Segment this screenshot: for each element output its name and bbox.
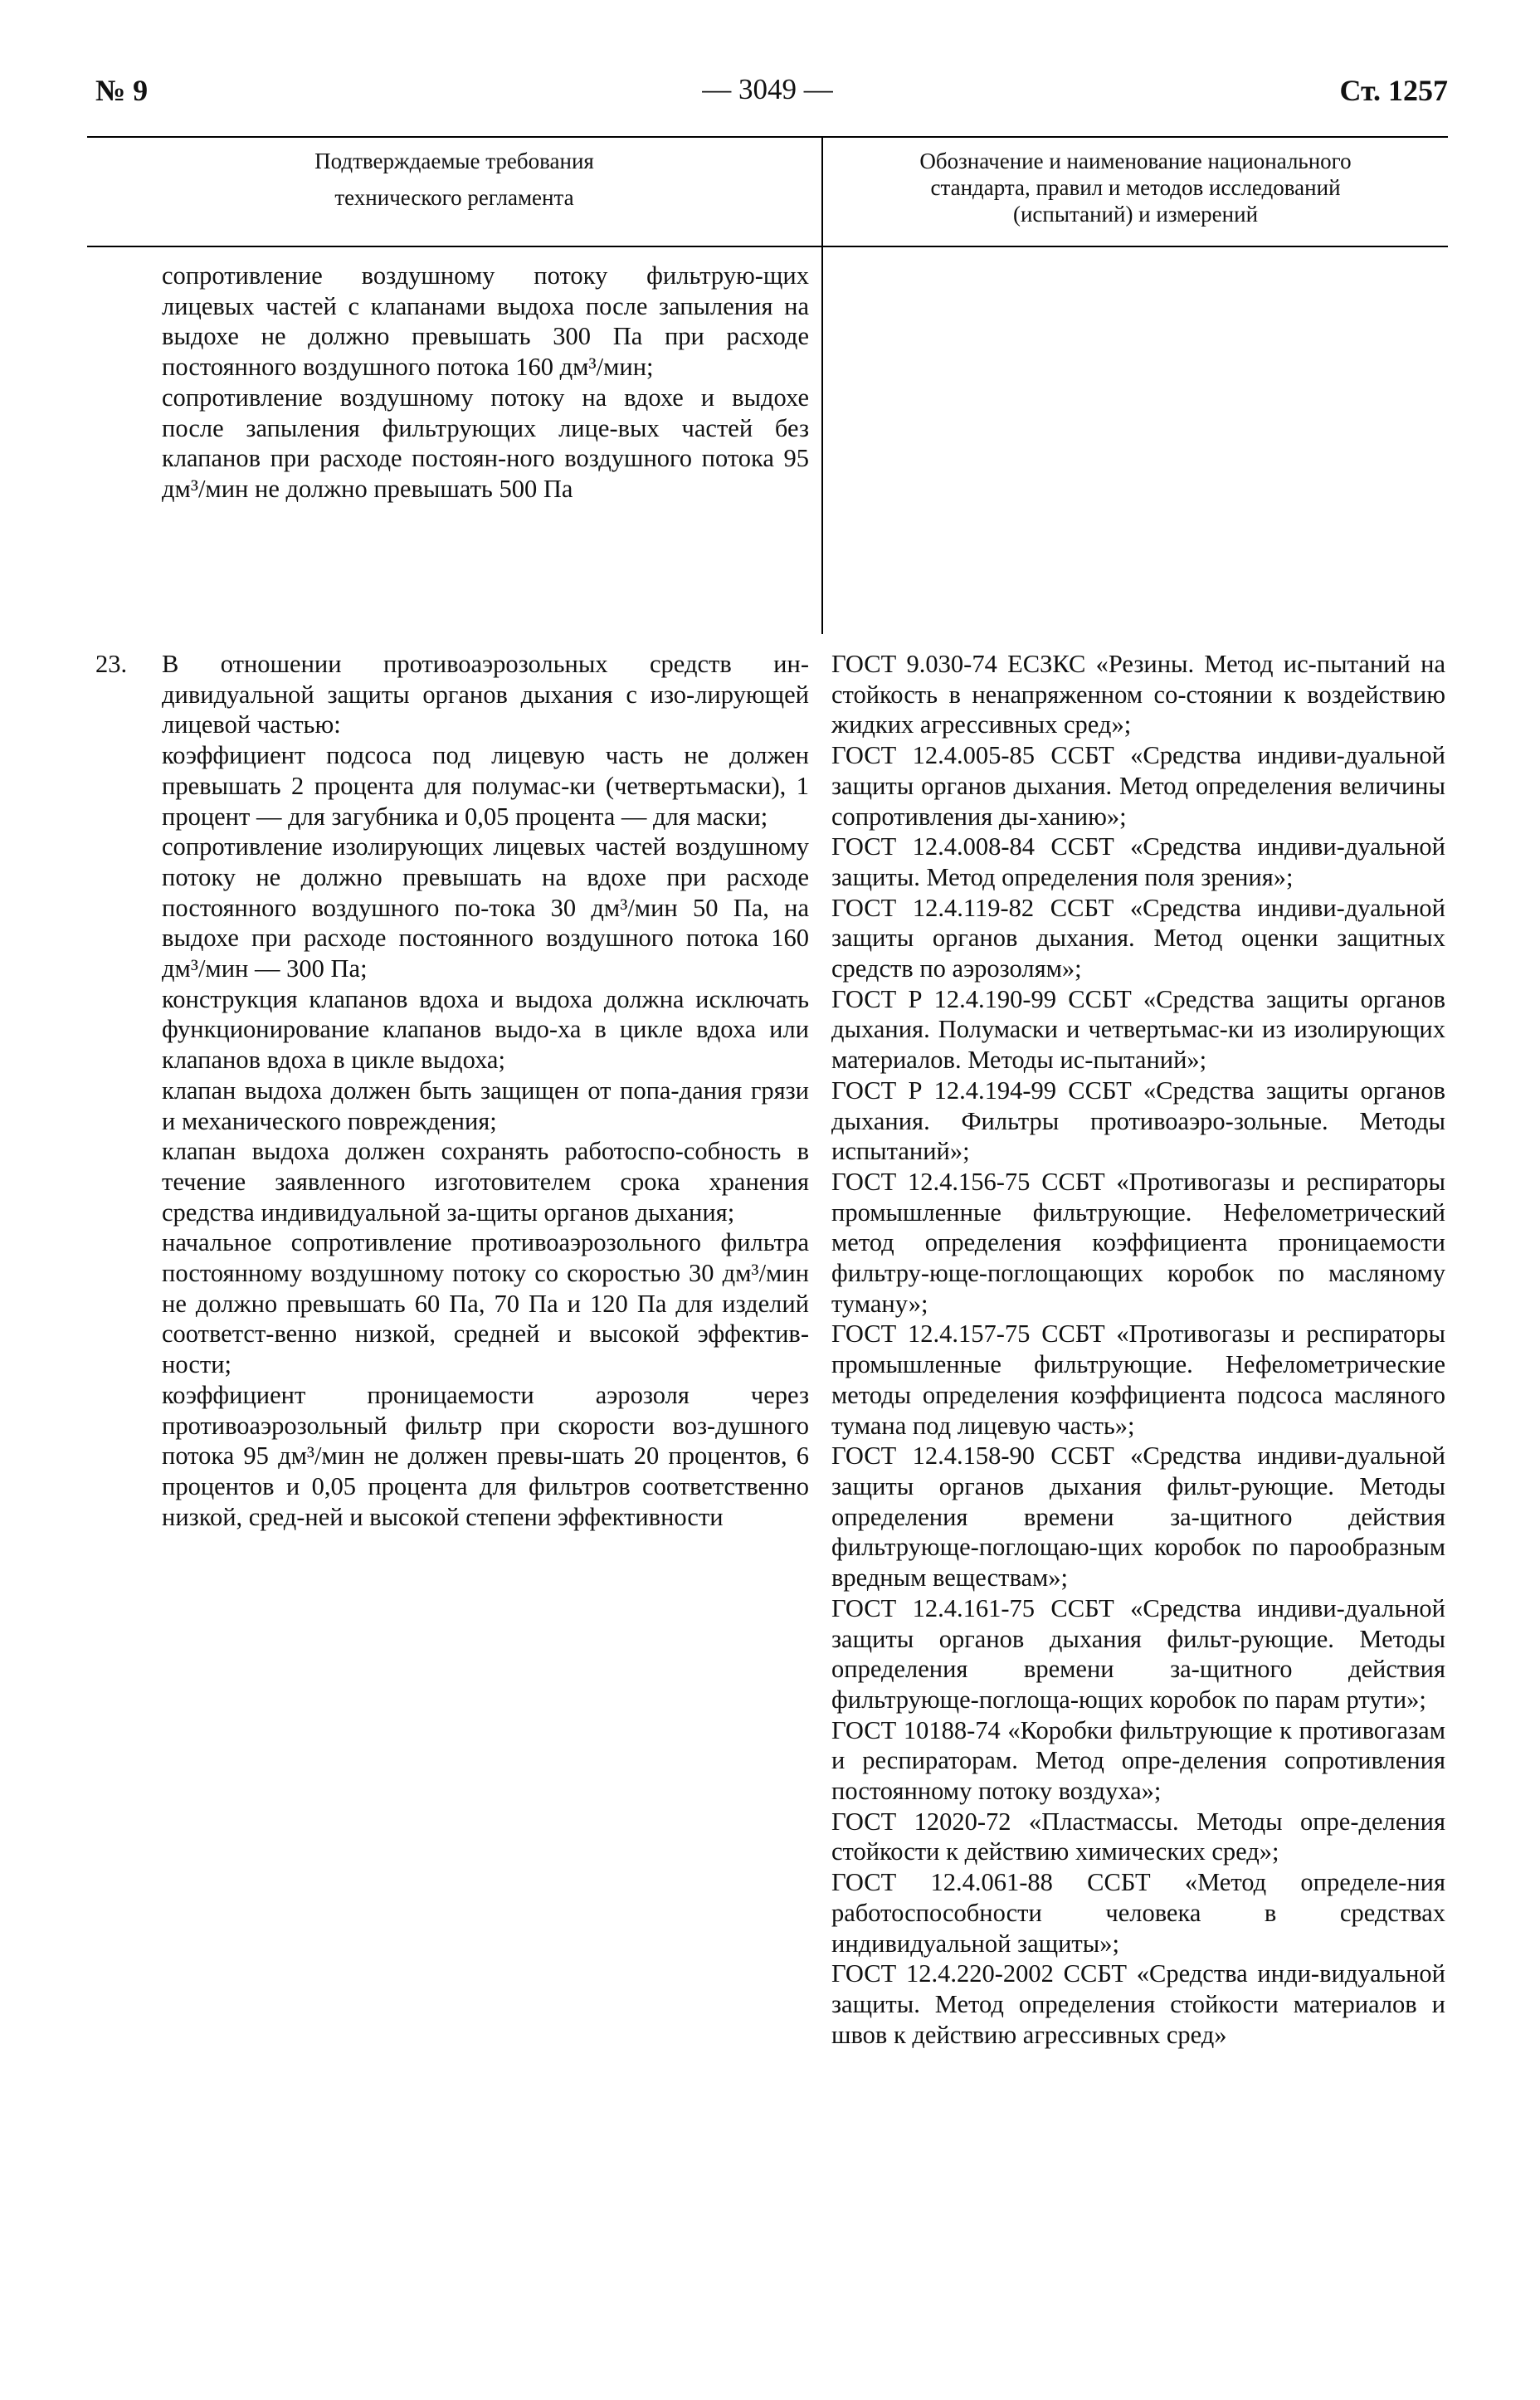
requirement-paragraph: сопротивление воздушному потоку фильтрую-щих лицевых частей с клапанами выдоха после запыления на выдохе не должно превышать 300 Па при расходе постоянного воздушного потока 160 дм³/мин; — [162, 261, 809, 382]
standard-entry: ГОСТ 10188-74 «Коробки фильтрующие к противогазам и респираторам. Метод опре-деления сопротивления постоянному потоку воздуха»; — [831, 1715, 1445, 1806]
header-line: Обозначение и наименование национального — [919, 149, 1352, 173]
header-standards — [823, 138, 1448, 246]
header-requirements — [87, 138, 823, 246]
page-number: — 3049 — — [702, 73, 833, 105]
header-line: (испытаний) и измерений — [1012, 202, 1259, 227]
standard-entry: ГОСТ Р 12.4.190-99 ССБТ «Средства защиты органов дыхания. Полумаски и четвертьмас-ки из изолирующих материалов. Методы ис-пытаний»; — [831, 984, 1445, 1075]
standard-entry: ГОСТ 12.4.119-82 ССБТ «Средства индиви-дуальной защиты органов дыхания. Метод оценки защитных средств по аэрозолям»; — [831, 893, 1445, 983]
standards-list — [831, 649, 1445, 2050]
requirement-paragraph: коэффициент подсоса под лицевую часть не должен превышать 2 процента для полумас-ки (четвертьмаски), 1 процент — для загубника и 0,05 процента — для маски; — [162, 741, 809, 831]
standard-entry: ГОСТ 12.4.157-75 ССБТ «Противогазы и респираторы промышленные фильтрующие. Нефелометрические методы определения коэффициента подсоса масляного тумана под лицевую часть»; — [831, 1320, 1445, 1440]
item-number: 23. — [95, 650, 128, 678]
header-line: технического регламента — [334, 185, 574, 210]
requirement-paragraph: сопротивление воздушному потоку на вдохе и выдохе после запыления фильтрующих лице-вых частей без клапанов при расходе постоян-ного воздушного потока 95 дм³/мин не должно превышать 500 Па — [162, 383, 809, 503]
continued-requirements — [162, 261, 809, 505]
standard-entry: ГОСТ 12.4.061-88 ССБТ «Метод определе-ния работоспособности человека в средствах индивидуальной защиты»; — [831, 1868, 1445, 1958]
header-line: Подтверждаемые требования — [314, 149, 594, 173]
document-page — [87, 73, 1448, 227]
article-number: Ст. 1257 — [1339, 74, 1448, 107]
standard-entry: ГОСТ 12.4.008-84 ССБТ «Средства индиви-дуальной защиты. Метод определения поля зрения»; — [831, 832, 1445, 891]
requirement-paragraph: коэффициент проницаемости аэрозоля через противоаэрозольный фильтр при скорости воз-душного потока 95 дм³/мин не должен превы-шать 20 процентов, 6 процентов и 0,05 процента для фильтров соответственно низкой, сред-ней и высокой степени эффективности — [162, 1380, 809, 1531]
requirement-paragraph: сопротивление изолирующих лицевых частей воздушному потоку не должно превышать на вдохе при расходе постоянного воздушного по-тока 30 дм³/мин 50 Па, на выдохе при расходе постоянного воздушного потока 160 дм³/мин — 300 Па; — [162, 832, 809, 983]
standard-entry: ГОСТ 12.4.158-90 ССБТ «Средства индиви-дуальной защиты органов дыхания фильт-рующие. Методы определения времени за-щитного действия фильтрующе-поглощаю-щих коробок по парообразным вредным веществам»; — [831, 1441, 1445, 1593]
standard-entry: ГОСТ 12.4.005-85 ССБТ «Средства индиви-дуальной защиты органов дыхания. Метод определения величины сопротивления ды-ханию»; — [831, 741, 1445, 831]
table-header — [87, 136, 1448, 247]
running-header — [87, 73, 1448, 123]
standard-entry: ГОСТ 12.4.161-75 ССБТ «Средства индиви-дуальной защиты органов дыхания фильт-рующие. Методы определения времени за-щитного действия фильтрующе-поглоща-ющих коробок по парам ртути»; — [831, 1593, 1445, 1714]
standard-entry: ГОСТ 12.4.156-75 ССБТ «Противогазы и респираторы промышленные фильтрующие. Нефелометрический метод определения коэффициента проницаемости фильтру-юще-поглощающих коробок по масляному туману»; — [831, 1167, 1445, 1318]
requirement-paragraph: клапан выдоха должен быть защищен от попа-дания грязи и механического повреждения; — [162, 1076, 809, 1135]
issue-number: № 9 — [95, 74, 149, 107]
column-divider — [821, 244, 823, 634]
item-requirements — [162, 649, 809, 1532]
requirement-paragraph: конструкция клапанов вдоха и выдоха должна исключать функционирование клапанов выдо-ха в цикле вдоха или клапанов вдоха в цикле выдоха; — [162, 984, 809, 1075]
requirement-paragraph: В отношении противоаэрозольных средств ин-дивидуальной защиты органов дыхания с изо-лирующей лицевой частью: — [162, 650, 809, 739]
requirement-paragraph: начальное сопротивление противоаэрозольного фильтра постоянному воздушному потоку со скоростью 30 дм³/мин не должно превышать 60 Па, 70 Па и 120 Па для изделий соответст-венно низкой, средней и высокой эффектив-ности; — [162, 1228, 809, 1379]
standard-entry: ГОСТ Р 12.4.194-99 ССБТ «Средства защиты органов дыхания. Фильтры противоаэро-зольные. Методы испытаний»; — [831, 1076, 1445, 1166]
requirement-paragraph: клапан выдоха должен сохранять работоспо-собность в течение заявленного изготовителем срока хранения средства индивидуальной за-щиты органов дыхания; — [162, 1137, 809, 1227]
header-line: стандарта, правил и методов исследований — [930, 175, 1341, 200]
standard-entry: ГОСТ 9.030-74 ЕСЗКС «Резины. Метод ис-пытаний на стойкость в ненапряженном со-стоянии к воздействию жидких агрессивных сред»; — [831, 650, 1445, 739]
standard-entry: ГОСТ 12.4.220-2002 ССБТ «Средства инди-видуальной защиты. Метод определения стойкости материалов и швов к действию агрессивных сред» — [831, 1959, 1445, 2049]
standard-entry: ГОСТ 12020-72 «Пластмассы. Методы опре-деления стойкости к действию химических сред»; — [831, 1807, 1445, 1866]
